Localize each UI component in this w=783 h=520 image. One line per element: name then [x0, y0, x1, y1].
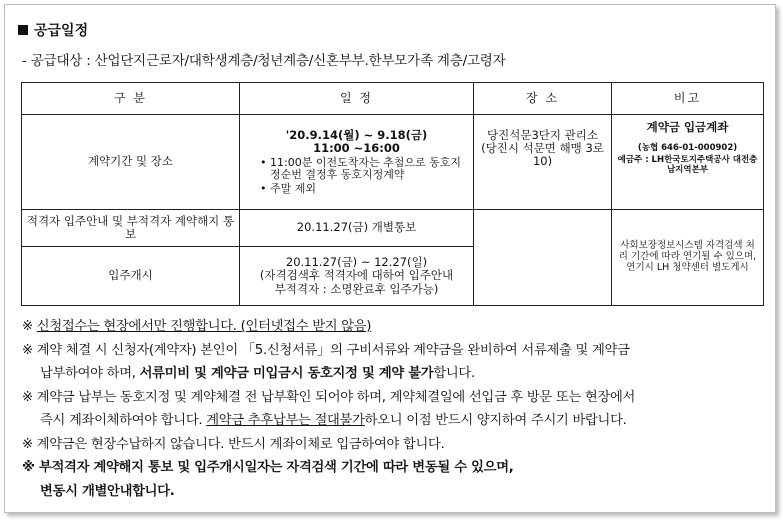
row2-schedule: 20.11.27(금) 개별통보 [240, 210, 474, 247]
row1-category: 계약기간 및 장소 [22, 115, 240, 210]
note-item-cont: 납부하여야 하며, 서류미비 및 계약금 미입금시 동호지정 및 계약 불가합니다. [40, 366, 475, 381]
note-item: ※ 계약금 납부는 동호지정 및 계약체결 전 납부확인 되어야 하며, 계약체결일에 선입금 후 방문 또는 현장에서 [22, 389, 636, 405]
movein-note-2: 부적격자 : 소명완료후 입주가능) [274, 281, 439, 296]
row3-category: 입주개시 [22, 247, 240, 306]
movein-note-1: (자격검색후 적격자에 대하여 입주안내 [259, 268, 454, 283]
contract-bullet: • 11:00분 이전도착자는 추첨으로 동호지정순번 결정후 동호지정계약 [260, 156, 461, 182]
row1-place: 당진석문3단지 관리소 (당진시 석문면 해맹 3로10) [474, 115, 612, 210]
note-item: ※ 부적격자 계약해지 통보 및 입주개시일자는 자격검색 기간에 따라 변동될 수 있으며, [22, 460, 514, 475]
note-item-cont: 즉시 계좌이체하여야 합니다. 계약금 추후납부는 절대불가하오니 이점 반드시 양지하여 주시기 바랍니다. [40, 413, 627, 428]
header-note: 비고 [612, 83, 764, 115]
header-category: 구 분 [22, 83, 240, 115]
row1-note [612, 115, 764, 210]
bullet-dot-icon: • [260, 182, 267, 196]
movein-date: 20.11.27(금) ~ 12.27(일) [285, 255, 428, 270]
reference-mark-icon: ※ [22, 319, 33, 334]
table-row [22, 210, 764, 247]
row23-place-empty [474, 210, 612, 306]
note-item: ※ 계약 체결 시 신청자(계약자) 본인이 「5.신청서류」의 구비서류와 계약금을 완비하여 서류제출 및 계약금 [22, 342, 630, 358]
square-bullet-icon [18, 25, 28, 35]
header-place: 장 소 [474, 83, 612, 115]
section-title-text: 공급일정 [34, 23, 89, 39]
notes-block [22, 315, 767, 503]
row3-schedule [240, 247, 474, 306]
note-item: ※ 신청접수는 현장에서만 진행합니다. (인터넷접수 받지 않음) [22, 319, 372, 334]
contract-date: '20.9.14(월) ~ 9.18(금) [285, 127, 428, 142]
table-header-row [22, 83, 764, 115]
schedule-table [21, 82, 764, 306]
supply-target-line: - 공급대상 : 산업단지근로자/대학생계층/청년계층/신혼부부.한부모가족 계층/고령자 [22, 53, 506, 69]
note-item: ※ 계약금은 현장수납하지 않습니다. 반드시 계좌이체로 입금하여야 합니다. [22, 436, 445, 452]
contract-time: 11:00 ~16:00 [313, 141, 400, 156]
row1-schedule [240, 115, 474, 210]
note-item-cont: 변동시 개별안내합니다. [40, 483, 175, 499]
contract-bullet-2: • 주말 제외 [260, 182, 317, 196]
deposit-account-holder: 예금주 : LH한국토지주택공사 대전충남지역본부 [617, 154, 758, 175]
bullet-dot-icon: • [260, 156, 267, 170]
row2-category: 적격자 입주안내 및 부적격자 계약해지 통보 [22, 210, 240, 247]
deposit-account-number: (농협 646-01-000902) [637, 143, 738, 154]
deposit-account-title: 계약금 입금계좌 [646, 120, 729, 134]
table-row [22, 115, 764, 210]
row23-note: 사회보장정보시스템 자격검색 처리 기간에 따라 연기될 수 있으며, 연기시 LH 청약센터 별도게시 [612, 210, 764, 306]
section-title [18, 20, 88, 40]
header-schedule: 일 정 [240, 83, 474, 115]
